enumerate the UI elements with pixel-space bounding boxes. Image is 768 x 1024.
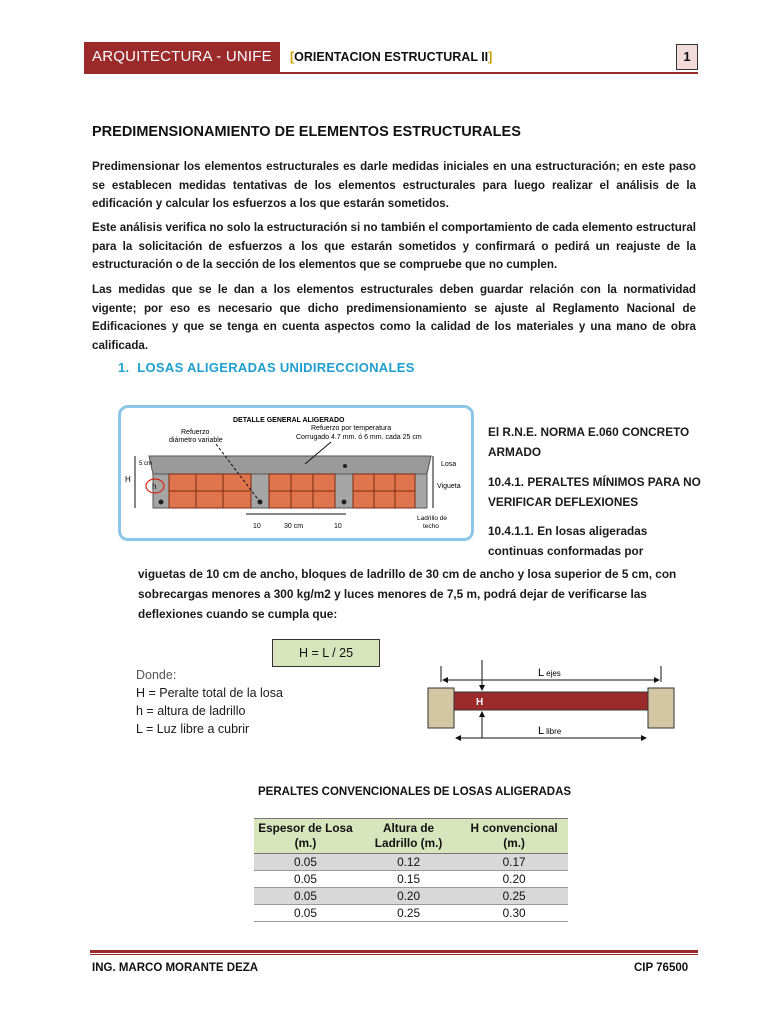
left-support <box>428 688 454 728</box>
definition-L: L = Luz libre a cubrir <box>136 722 250 736</box>
table-cell: 0.25 <box>460 888 568 905</box>
dim-h: h <box>152 482 157 491</box>
page-number: 1 <box>676 44 698 70</box>
refuerzo1-label: Refuerzo <box>181 429 210 436</box>
footer-author: ING. MARCO MORANTE DEZA <box>92 962 259 974</box>
bracket-close: ] <box>488 50 493 64</box>
table-row <box>254 905 568 922</box>
definitions-heading: Donde: <box>136 668 177 682</box>
table-header-row <box>254 819 568 854</box>
label-ladrillo2: techo <box>423 523 439 530</box>
section-title: LOSAS ALIGERADAS UNIDIRECCIONALES <box>137 360 415 375</box>
definition-H: H = Peralte total de la losa <box>136 686 283 700</box>
table-cell: 0.12 <box>357 854 460 871</box>
label-ladrillo: Ladrillo de <box>417 515 447 522</box>
l-ejes-label: L ejes <box>538 667 561 679</box>
header-title-text: ORIENTACION ESTRUCTURAL II <box>294 50 489 64</box>
dim-30: 30 cm <box>284 523 304 530</box>
table-cell: 0.20 <box>357 888 460 905</box>
detail-title: DETALLE GENERAL ALIGERADO <box>233 417 345 424</box>
bricks-group-1 <box>169 474 251 508</box>
table-cell: 0.25 <box>357 905 460 922</box>
table-cell: 0.17 <box>460 854 568 871</box>
table-cell: 0.05 <box>254 905 357 922</box>
table-row <box>254 871 568 888</box>
table-row <box>254 888 568 905</box>
dim-H: H <box>125 475 131 484</box>
table-cell: 0.20 <box>460 871 568 888</box>
rebar-1 <box>159 500 164 505</box>
sub-article: 10.4.1.1. En losas aligeradas continuas conformadas por <box>488 524 648 558</box>
header-title <box>290 50 492 64</box>
slab-top <box>149 456 431 474</box>
slab-section-drawing <box>121 408 471 538</box>
footer-divider-thin <box>90 954 698 955</box>
bracket-open: [ <box>290 50 295 64</box>
paragraph-2: Este análisis verifica no solo la estructuración si no también el comportamiento de cada elemento estructural para la solicitación de esfuerzos a los que estarán sometidos y confirmará o pedirá un reajuste de la estructuración o de la sección de los elementos que se compruebe que no cumplen. <box>92 221 696 272</box>
footer-divider <box>90 950 698 953</box>
beam-diagram <box>420 658 680 744</box>
l-libre-label: L libre <box>538 725 562 737</box>
refuerzo2-label: Refuerzo por temperatura <box>311 425 392 432</box>
table-title: PERALTES CONVENCIONALES DE LOSAS ALIGERADAS <box>258 786 572 798</box>
col-header-espesor: Espesor de Losa (m.) <box>254 819 357 854</box>
dim-10a: 10 <box>253 523 261 530</box>
bricks-group-3 <box>353 474 415 508</box>
header-divider <box>84 72 698 74</box>
sub-article-continuation: viguetas de 10 cm de ancho, bloques de ladrillo de 30 cm de ancho y losa superior de 5 cm, con sobrecargas menores a 300 kg/m2 y luces menores de 7,5 m, podrá dejar de verificarse las deflexiones cuando se cumpla que: <box>138 567 677 621</box>
right-support <box>648 688 674 728</box>
dim-5cm: 5 cm <box>139 461 153 467</box>
page-title: PREDIMENSIONAMIENTO DE ELEMENTOS ESTRUCTURALES <box>92 124 521 140</box>
table-cell: 0.05 <box>254 871 357 888</box>
bricks-group-2 <box>269 474 335 508</box>
header-brand: ARQUITECTURA - UNIFE <box>84 42 280 72</box>
label-losa: Losa <box>441 461 457 468</box>
refuerzo1b-label: diámetro variable <box>169 437 223 444</box>
paragraph-3: Las medidas que se le dan a los elementos estructurales deben guardar relación con la normatividad vigente; por eso es necesario que dicho predimensionamiento se ajuste al Reglamento Nacional de Edificaciones y que se tenga en cuenta aspectos como la calidad de los materiales y una mano de obra calificada. <box>92 283 696 352</box>
rebar-top <box>343 464 347 468</box>
definition-h: h = altura de ladrillo <box>136 704 246 718</box>
table-cell: 0.05 <box>254 854 357 871</box>
section-heading <box>118 360 415 375</box>
table-cell: 0.05 <box>254 888 357 905</box>
table-cell: 0.30 <box>460 905 568 922</box>
dim-10b: 10 <box>334 523 342 530</box>
h-label: H <box>476 697 484 708</box>
table-row <box>254 854 568 871</box>
footer-cip: CIP 76500 <box>634 962 689 974</box>
paragraph-1: Predimensionar los elementos estructurales es darle medidas iniciales en una estructuración; en este paso se establecen medidas tentativas de los elementos estructurales para luego realizar el análisis de la edificación y calcular los esfuerzos a los que estarán sometidos. <box>92 160 696 211</box>
detail-drawing <box>118 405 474 541</box>
section-number: 1. <box>118 360 130 375</box>
col-header-h: H convencional (m.) <box>460 819 568 854</box>
rebar-3 <box>342 500 347 505</box>
rne-reference: El R.N.E. NORMA E.060 CONCRETO ARMADO <box>488 425 690 459</box>
vigueta-4 <box>415 474 427 508</box>
formula-box: H = L / 25 <box>272 639 380 667</box>
peraltes-table <box>254 818 568 922</box>
col-header-altura: Altura de Ladrillo (m.) <box>357 819 460 854</box>
article-heading: 10.4.1. PERALTES MÍNIMOS PARA NO VERIFICAR DEFLEXIONES <box>488 475 701 509</box>
label-vigueta: Vigueta <box>437 483 461 490</box>
table-cell: 0.15 <box>357 871 460 888</box>
refuerzo2b-label: Corrugado 4.7 mm. ó 6 mm. cada 25 cm <box>296 434 422 441</box>
